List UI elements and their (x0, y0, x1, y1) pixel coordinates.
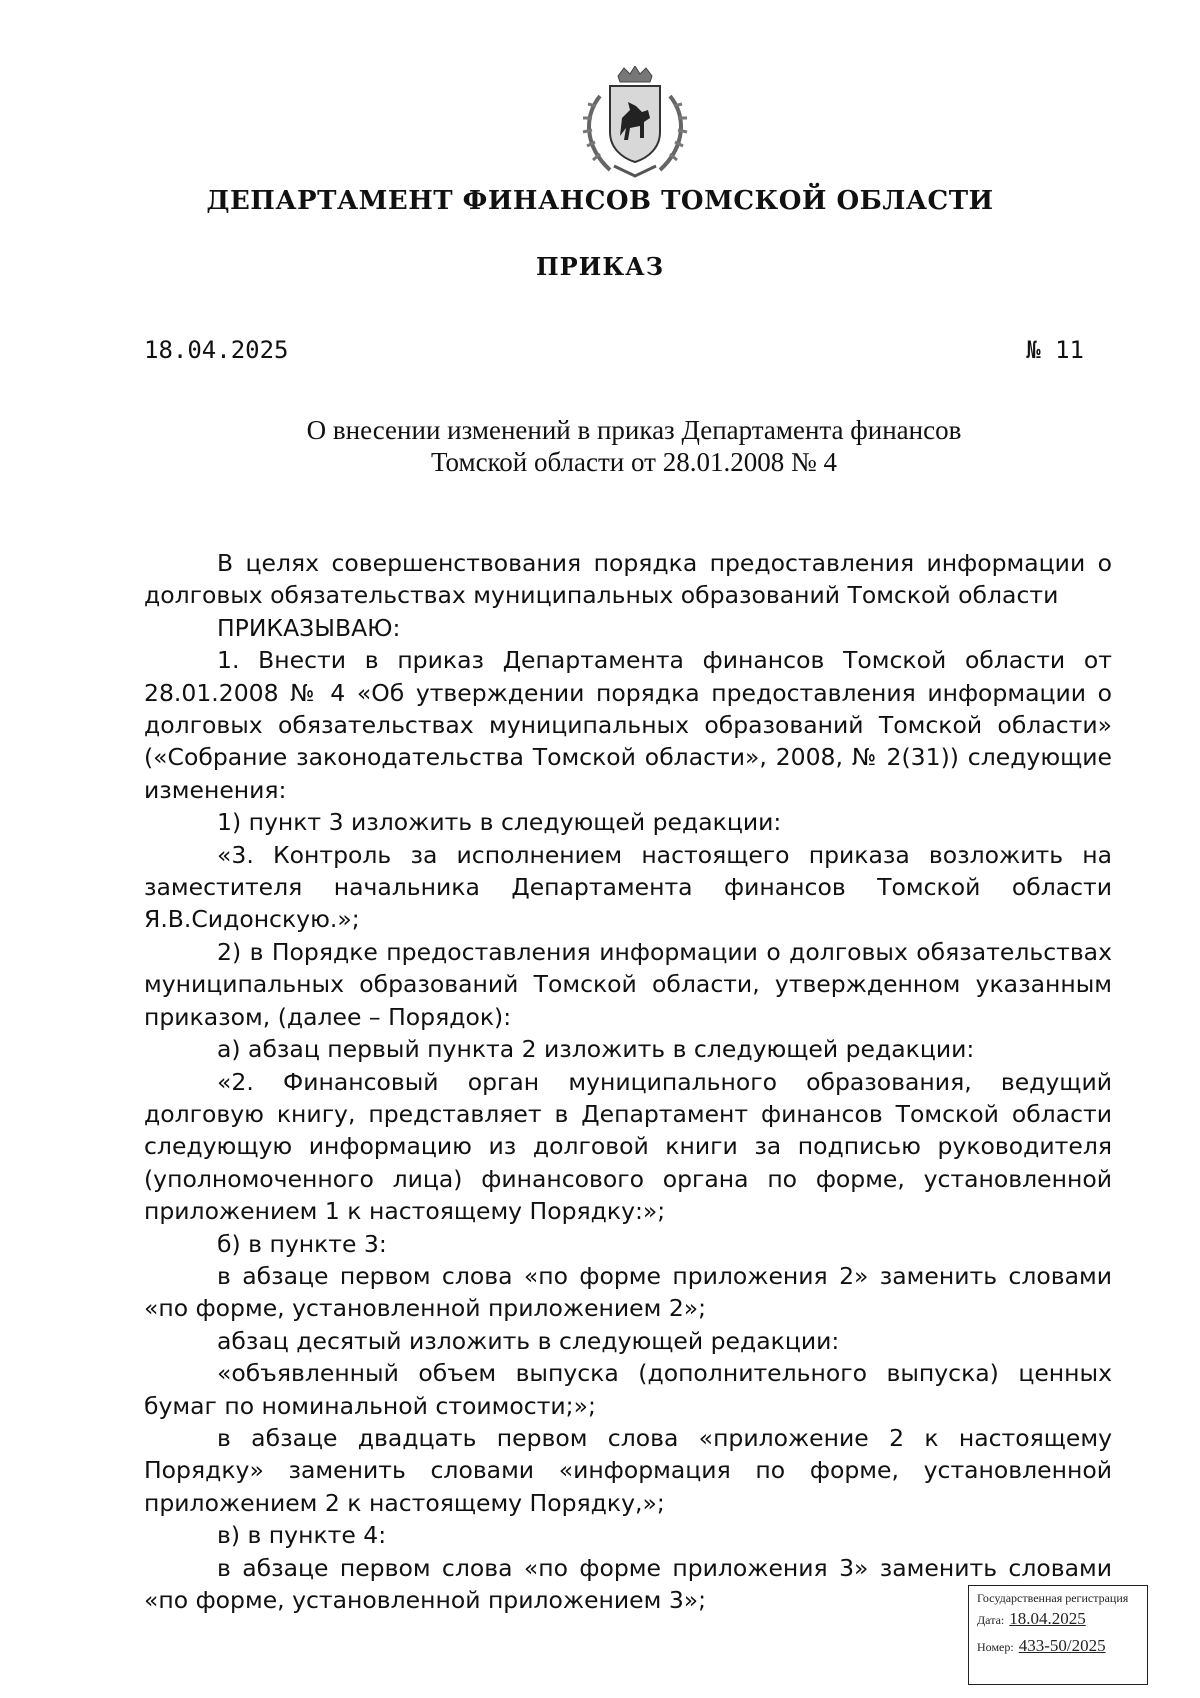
registration-date-value: 18.04.2025 (1009, 1609, 1086, 1628)
document-type-title: ПРИКАЗ (535, 252, 665, 281)
department-title: ДЕПАРТАМЕНТ ФИНАНСОВ ТОМСКОЙ ОБЛАСТИ (206, 186, 994, 216)
registration-stamp (968, 1585, 1148, 1685)
order-date: 18.04.2025 (144, 336, 289, 364)
registration-number-label: Номер: (977, 1640, 1014, 1654)
subject-line-2: Томской области от 28.01.2008 № 4 (431, 447, 837, 477)
body-paragraph: 2) в Порядке предоставления информации о долговых обязательствах муниципальных образований Томской области, утвержденном указанным приказом, (далее – Порядок): (144, 937, 1112, 1031)
body-paragraph: в абзаце первом слова «по форме приложения 3» заменить словами «по форме, установленной приложением 3»; (144, 1553, 1112, 1614)
body-paragraph: «2. Финансовый орган муниципального образования, ведущий долговую книгу, представляет в Департамент финансов Томской области следующую информацию из долговой книги за подписью руководителя (уполномоченного лица) финансового органа по форме, установленной приложением 1 к настоящему Порядку:»; (144, 1067, 1112, 1226)
registration-date-label: Дата: (977, 1613, 1005, 1627)
registration-date-row (977, 1606, 1147, 1633)
body-paragraph: ПРИКАЗЫВАЮ: (217, 613, 401, 642)
body-paragraph: 1) пункт 3 изложить в следующей редакции: (217, 808, 782, 837)
body-paragraph: 1. Внести в приказ Департамента финансов Томской области от 28.01.2008 № 4 «Об утверждении порядка предоставления информации о долговых обязательствах муниципальных образований Томской области» («Собрание законодательства Томской области», 2008, № 2(31)) следующие изменения: (144, 646, 1112, 804)
registration-number-row (977, 1633, 1147, 1660)
order-number: № 11 (1026, 336, 1084, 364)
body-paragraph: абзац десятый изложить в следующей редакции: (217, 1326, 840, 1355)
order-body (144, 547, 1112, 1616)
body-paragraph: «объявленный объем выпуска (дополнительного выпуска) ценных бумаг по номинальной стоимости;»; (144, 1359, 1112, 1420)
order-subject (0, 414, 1200, 478)
body-paragraph: В целях совершенствования порядка предоставления информации о долговых обязательствах муниципальных образований Томской области (144, 549, 1112, 610)
body-paragraph: «3. Контроль за исполнением настоящего приказа возложить на заместителя начальника Департамента финансов Томской области Я.В.Сидонскую.»; (144, 840, 1112, 934)
registration-title: Государственная регистрация (977, 1591, 1129, 1605)
body-paragraph: а) абзац первый пункта 2 изложить в следующей редакции: (217, 1035, 975, 1064)
body-paragraph: в) в пункте 4: (217, 1521, 387, 1550)
subject-line-1: О внесении изменений в приказ Департамента финансов (306, 415, 962, 445)
body-paragraph: в абзаце первом слова «по форме приложения 2» заменить словами «по форме, установленной приложением 2»; (144, 1261, 1112, 1323)
body-paragraph: б) в пункте 3: (217, 1229, 387, 1258)
coat-of-arms-emblem (570, 66, 700, 184)
body-paragraph: в абзаце двадцать первом слова «приложение 2 к настоящему Порядку» заменить словами «информация по форме, установленной приложением 2 к настоящему Порядку,»; (144, 1423, 1112, 1517)
registration-number-value: 433-50/2025 (1018, 1636, 1106, 1655)
